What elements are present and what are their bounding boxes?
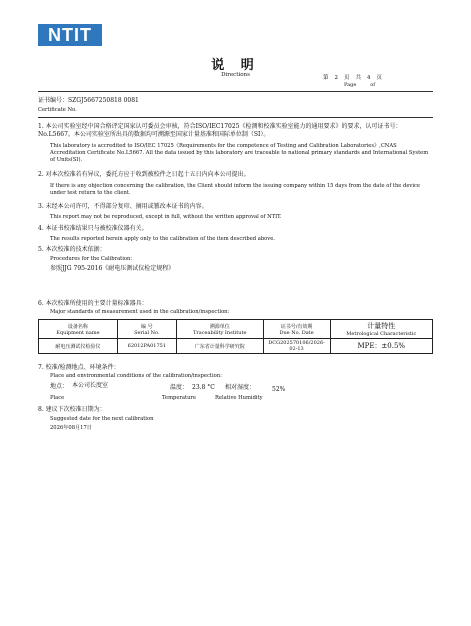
page-title: 说 明 — [211, 58, 260, 73]
item-1-cn: 1. 本公司实验室经中国合格评定国家认可委员会审核，符合ISO/IEC17025《检测和校准实验室能力的通用要求》的要求，认可证书号：No.L5667。本公司实验室所出具的数据均可溯源至国家计量基准和国际单位制（SI）。 — [38, 123, 402, 138]
calibration-procedure: 参照JJG 795-2016《耐电压测试仪检定规程》 — [50, 265, 175, 272]
item-1-en: This laboratory is accredited to ISO/IEC 17025《Requirements for the competence of Testing and Calibration Laboratories》,CNAS Accreditation Certificate No.L5667. All the data issued by this laboratory are traceable to national primary standards and International System of Units(SI). — [50, 143, 429, 163]
item-8-cn: 8. 建议下次校准日期为： — [38, 406, 106, 413]
place-value: 本公司长度室 — [72, 382, 109, 389]
item-6-en: Major standards of measurement used in the calibration/inspection: — [50, 309, 230, 315]
next-calibration-date: 2026年08月17日 — [50, 425, 92, 431]
humidity-label-en: Relative Humidity — [215, 395, 263, 401]
place-label-en: Place — [50, 395, 65, 401]
humidity-value: 52% — [272, 386, 286, 393]
item-3-cn: 3. 未经本公司许可，不得部分复印、摘用或篡改本证书的内容。 — [38, 203, 208, 210]
page-subtitle: Directions — [221, 72, 250, 78]
page-number-en: Page of — [344, 82, 376, 88]
item-2-cn: 2. 对本次校准若有异议，委托方应于收到被校件之日起十五日内向本公司提出。 — [38, 171, 250, 178]
header-traceability: 溯源单位 Traceability Institute — [176, 320, 263, 339]
cell-equipment: 耐电压测试仪检验仪 — [39, 339, 118, 354]
header-metrological: 计量特性 Metrological Characteristic — [330, 320, 432, 339]
table-row — [39, 339, 433, 354]
certificate-number: 证书编号：SZGJ5667250818 0081 — [38, 97, 139, 104]
humidity-label: 相对湿度： — [225, 384, 256, 391]
ntit-logo: NTIT — [38, 24, 102, 46]
item-8-en: Suggested date for the next calibration — [50, 416, 154, 422]
header-equipment: 设备名称 Equipment name — [39, 320, 118, 339]
header-due-date: 证书号/有效期 Due No. Date — [263, 320, 330, 339]
item-5-cn: 5. 本次校准的技术依据： — [38, 246, 106, 253]
header-serial: 编 号 Serial No. — [117, 320, 176, 339]
page-number-cn: 第 2 页 共 4 页 — [323, 75, 383, 81]
item-6-cn: 6. 本次校准所使用的主要计量标准器具： — [38, 300, 148, 307]
certificate-label-en: Certificate No. — [38, 107, 77, 113]
item-4-en: The results reported herein apply only to the calibration of the item described above. — [50, 236, 275, 242]
temperature-label-en: Temperature — [162, 395, 196, 401]
temperature-value: 23.8 °C — [192, 384, 215, 391]
header-divider — [38, 91, 433, 92]
item-7-cn: 7. 校准/检测地点、环境条件： — [38, 364, 120, 371]
cell-due-date: DCG202570106/2026-02-13 — [263, 339, 330, 354]
item-4-cn: 4. 本证书校准结果只与被校准仪器有关。 — [38, 225, 148, 232]
item-7-en: Place and environmental conditions of the calibration/inspection: — [50, 373, 222, 379]
cell-metrological: MPE：±0.5% — [330, 339, 432, 354]
standards-table — [38, 319, 433, 354]
item-2-en: If there is any objection concerning the calibration, the Client should inform the issuing company within 15 days from the date of the device under test return to the client. — [50, 183, 420, 196]
item-3-en: This report may not be reproduced, except in full, without the written approval of NTIT. — [50, 214, 282, 220]
temperature-label: 温度： — [170, 384, 189, 391]
table-header-row — [39, 320, 433, 339]
cell-traceability: 广东省计量科学研究院 — [176, 339, 263, 354]
cert-divider — [38, 117, 433, 118]
cell-serial: 62012PA01751 — [117, 339, 176, 354]
item-5-en: Procedures for the Calibration: — [50, 256, 133, 262]
place-label: 地点： — [50, 383, 69, 390]
